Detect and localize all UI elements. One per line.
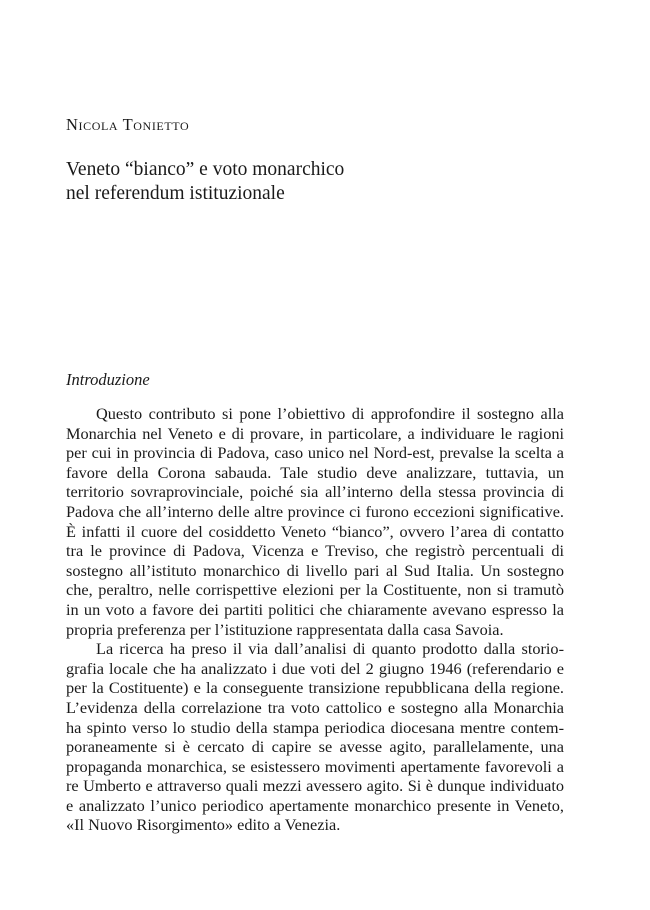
chapter-title-line-1: Veneto “bianco” e voto monarchico xyxy=(66,159,345,180)
body-text xyxy=(66,404,564,835)
section-heading: Introduzione xyxy=(66,370,150,389)
author-name: Nicola Tonietto xyxy=(66,115,190,134)
chapter-title-line-2: nel referendum istituzionale xyxy=(66,183,285,204)
paragraph: La ricerca ha preso il via dall’analisi di quanto prodotto dalla storiografia locale che ha analizzato i due voti del 2 giugno 1946 (referendario e per la Costituente) e la conseguente transizione repubblicana della regione. L’evidenza della correlazione tra voto cattolico e sostegno alla Monarchia ha spinto verso lo studio della stampa periodica diocesana mentre contemporaneamente si è cercato di capire se avesse agito, parallelamente, una propaganda monarchica, se esistessero movimenti apertamente favorevoli a re Umberto e attraverso quali mezzi avessero agito. Si è dunque individuato e analizzato l’unico periodico apertamente monarchico presente in Veneto, «Il Nuovo Risorgimento» edito a Venezia. xyxy=(66,639,564,835)
paragraph: Questo contributo si pone l’obiettivo di approfondire il sostegno alla Monarchia nel Veneto e di provare, in particolare, a individuare le ragioni per cui in provincia di Padova, caso unico nel Nord-est, prevalse la scelta a favore della Corona sabauda. Tale studio deve analizzare, tuttavia, un territorio sovraprovinciale, poiché sia all’interno della stessa provincia di Padova che all’interno delle altre province ci furono eccezioni significative. È infatti il cuore del cosiddetto Veneto “bianco”, ovvero l’area di contatto tra le province di Padova, Vicenza e Treviso, che registrò percentuali di sostegno all’istituto monarchico di livello pari al Sud Italia. Un sostegno che, peraltro, nelle corrispettive elezioni per la Costituente, non si tramutò in un voto a favore dei partiti politici che chiaramente avevano espresso la propria preferenza per l’istituzione rappresentata dalla casa Savoia. xyxy=(66,404,564,639)
chapter-title xyxy=(66,158,546,206)
